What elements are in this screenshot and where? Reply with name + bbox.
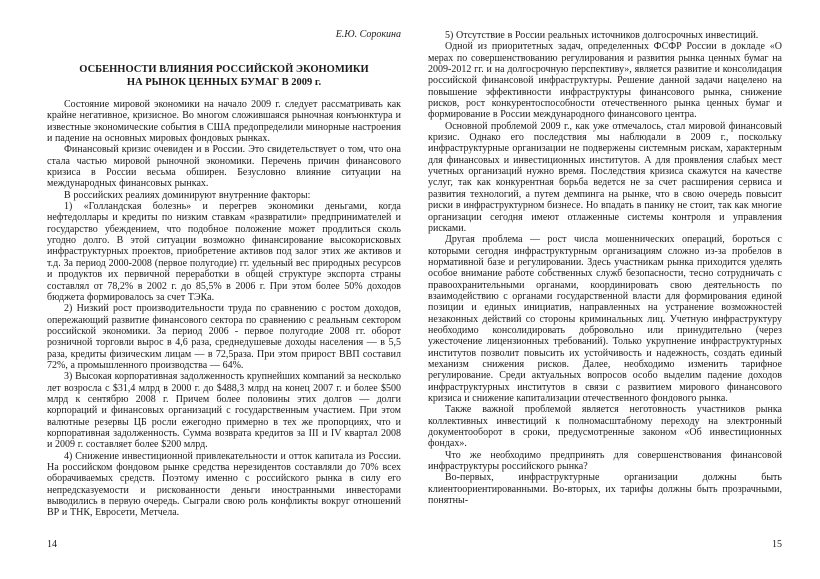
article-title-line-2: НА РЫНОК ЦЕННЫХ БУМАГ В 2009 г.: [126, 77, 322, 88]
paragraph: В российских реалиях доминируют внутренние факторы:: [64, 189, 311, 201]
page-number-left: 14: [47, 539, 57, 550]
page-right: [428, 0, 782, 506]
article-title-line-1: ОСБЕННОСТИ ВЛИЯНИЯ РОССИЙСКОЙ ЭКОНОМИКИ: [79, 64, 369, 75]
paragraph: Также важной проблемой является неготовность участников рынка коллективных инвестиций к полномасштабному переходу на электронный документооборот в сроки, предусмотренные законом «Об инвестиционных фондах».: [428, 404, 782, 450]
page-left: [47, 0, 401, 519]
page-number-right: 15: [772, 539, 782, 550]
paragraph: Что же необходимо предпринять для совершенствования финансовой инфраструктуры российского рынка?: [428, 449, 782, 473]
author-name: Е.Ю. Сорокина: [335, 29, 401, 40]
paragraph: Финансовый кризис очевиден и в России. Это свидетельствует о том, что она стала частью мировой рыночной экономики. Перечень причин финансового кризиса в России весьма обширен. Безусловно влияние ситуации на международных финансовых рынках.: [47, 144, 401, 190]
page-left-body: [47, 99, 401, 519]
paragraph: Другая проблема — рост числа мошеннических операций, бороться с которыми сегодня инфраструктурным организациям сложно из-за пробелов в нормативной базе и регулировании. Здесь участникам рынка приходится уделять особое внимание работе собственных служб безопасности, тесно сотрудничать с правоохранительными органами, координировать свою деятельность по взаимодействию с органами государственной власти для формирования единой позиции и единых инициатив, направленных на устранение возможностей незаконных действий со стороны криминальных лиц. Учетную инфраструктуру необходимо консолидировать добровольно или принудительно (через ужесточение лицензионных требований). Только укрупнение инфраструктурных институтов позволит повысить их устойчивость и надежность, создать единый механизм снижения рисков. Далее, необходимо изменить тарифное регулирование. Среди актуальных вопросов особо выделим падение доходов инфраструктурных институтов в связи с развитием мирового финансового кризиса и снижение капитализации отечественного фондового рынка.: [428, 234, 782, 404]
paragraph: 2) Низкий рост производительности труда по сравнению с ростом доходов, опережающий развитие финансового сектора по сравнению с реальным сектором российской экономики. За период 2006 - первое полугодие 2008 гг. оборот розничной торговли вырос в 4,6 раза, среднедушевые доходы населения — в 5,5 раза, кредиты физическим лицам — в 72,5раза. При этом прирост ВВП составил 72%, а промышленного производства — 64%.: [47, 303, 401, 371]
paragraph: Состояние мировой экономики на начало 2009 г. следует рассматривать как крайне негативное, кризисное. Во многом сложившаяся рыночная конъюнктура и известные экономические события в США предопределили минорные настроения и падение на основных мировых фондовых рынках.: [47, 99, 401, 145]
paragraph: 1) «Голландская болезнь» и перегрев экономики деньгами, когда нефтедоллары и кредиты по низким ставкам «развратили» предпринимателей и государство убеждением, что подобное положение может продлиться сколь угодно долго. В этой ситуации возможно финансирование высокорисковых инфраструктурных проектов, приобретение активов под залог этих же активов и т.д. За период 2000-2008 (первое полугодие) гг. удельный вес природных ресурсов и продуктов их первичной переработки в общей структуре экспорта страны составлял от 78,2% в 2002 г. до 85,5% в 2006 г. При этом более 50% доходов бюджета формировалось за счет ТЭКа.: [47, 201, 401, 303]
paragraph: Во-первых, инфраструктурные организации должны быть клиентоориентированными. Во-вторых, их тарифы должны быть прозрачными, понятны-: [428, 472, 782, 507]
paragraph: 5) Отсутствие в России реальных источников долгосрочных инвестиций.: [445, 30, 759, 41]
paragraph: Основной проблемой 2009 г., как уже отмечалось, стал мировой финансовый кризис. Однако его последствия мы наблюдали в 2009 г., поскольку инфраструктурные организации не подвержены системным рискам, характерным для финансовых и инвестиционных институтов. А для проявления слабых мест учетных организаций нужно время. Последствия кризиса скажутся на качестве услуг, так как конкурентная борьба ведется не за счет расширения сервиса и развития технологий, а путем демпинга на рынке, что в свою очередь повысит риски в инфраструктурном бизнесе. Но впадать в панику не стоит, так как многие организации сегодня имеют отлаженные системы контроля и управления рисками.: [428, 120, 782, 234]
page-right-body: [428, 0, 782, 506]
paragraph: Одной из приоритетных задач, определенных ФСФР России в докладе «О мерах по совершенствованию регулирования и развития рынка ценных бумаг на 2009-2012 гг. и на долгосрочную перспективу», является развитие и консолидация российской финансовой инфраструктуры. Решение данной задачи нацелено на повышение эффективности инфраструктуры финансового рынка, снижение рисков, рост конкурентоспособности отечественного рынка ценных бумаг и формирование в России международного финансового центра.: [428, 41, 782, 121]
paragraph: 3) Высокая корпоративная задолженность крупнейших компаний за несколько лет возросла с $31,4 млрд в 2000 г. до $488,3 млрд на конец 2007 г. и более $500 млрд к сентябрю 2008 г. Причем более половины этих долгов — долги корпораций и финансовых организаций с государственным участием. При этом валютные резервы ЦБ росли ежегодно примерно в тех же пропорциях, что и корпоративная задолженность. Сумма возврата кредитов за III и IV квартал 2008 и 2009 г. составляет более $200 млрд.: [47, 371, 401, 451]
paragraph: 4) Снижение инвестиционной привлекательности и отток капитала из России. На российском фондовом рынке средства нерезидентов составляли до 70% всех оборачиваемых средств. Поэтому именно с российского рынка в силу его непредсказуемости и рискованности деньги иностранными инвесторами выводились в первую очередь. Сыграли свою роль конфликты вокруг отношений ВР и ТНК, Евросети, Метчела.: [47, 450, 401, 519]
article-title: [47, 63, 401, 89]
